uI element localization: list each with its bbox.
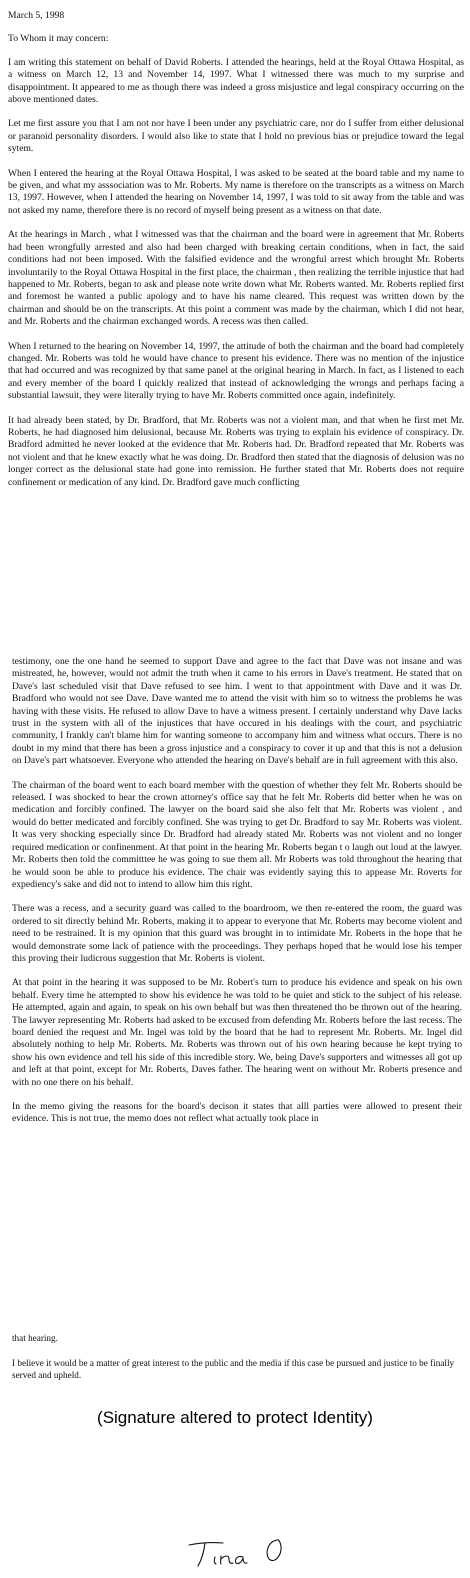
signature-caption: (Signature altered to protect Identity) (97, 1408, 373, 1427)
letter-date: March 5, 1998 (8, 10, 65, 21)
letter-paragraph: I am writing this statement on behalf of David Roberts. I attended the hearings, held at the Royal Ottawa Hospital, as a witness on March 12, 13 and November 14, 1997. What I witnessed there was much to my surprise and disappointment. It appeared to me as though there was indeed a gross misjustice and legal conspiracy occurring on the above mentioned dates. (8, 56, 464, 106)
handwritten-signature (185, 1532, 305, 1572)
letter-paragraph: testimony, one the one hand he seemed to support Dave and agree to the fact that Dave was not insane and was mistreated, he, however, would not admit the truth when it came to his errors in Dave's treatment. He stated that on Dave's last scheduled visit that Dave refused to see him. I went to that appointment with Dave and it was Dr. Bradford who would not see Dave. Dave wanted me to attend the visit with him so to witness the problems he was having with these visits. He refused to allow Dave to have a witness present. I certainly understand why Dave lacks trust in the system with all of the injustices that have occured in his dealings with the court, and psychiatric community, I frankly can't blame him for wanting someone to accompany him and witness what occurs. There is no doubt in my mind that there has been a gross injustice and a conspiracy to cover it up and that this is not a delusion on Dave's part whatsoever. Everyone who attended the hearing on Dave's behalf are in full agreement with this also. (12, 656, 462, 767)
letter-paragraph: There was a recess, and a security guard was called to the boardroom, we then re-entered the room, the guard was ordered to sit directly behind Mr. Roberts, making it to appear to everyone that Mr. Roberts may become violent and need to be restrained. It is my opinion that this guard was brought in to intimidate Mr. Roberts in the hope that he would demonstrate some lack of patience with the proceedings. They perhaps hoped that he would lose his temper this proving their ludicrous suggestion that Mr. Roberts is violent. (12, 903, 462, 964)
letter-paragraph: In the memo giving the reasons for the board's decison it states that alll parties were allowed to present their evidence. This is not true, the memo does not reflect what actually took place in (12, 1101, 462, 1125)
letter-paragraph: At that point in the hearing it was supposed to be Mr. Robert's turn to produce his evidence and speak on his own behalf. Every time he attempted to show his evidence he was told to be quiet and stick to the subject of his release. He attempted, again and again, to speak on his own behalf but was then threatened tho be thrown out of the hearing. The lawyer representing Mr. Roberts had asked to be excused from defending Mr. Roberts before the last recess. The board denied the request and Mr. Ingel was told by the board that he had to represent Mr. Roberts. Mr. Ingel did absolutely nothing to help Mr. Roberts. Mr. Roberts was thrown out of his own hearing because he kept trying to show his own evidence and tell his side of this incredible story. We, being Dave's supporters and witnesses all got up and left at that point, except for Mr. Roberts, Daves father. The hearing went on without Mr. Roberts presence and with no one there on his behalf. (12, 977, 462, 1088)
letter-closing-paragraph: I believe it would be a matter of great interest to the public and the media if this case be pursued and justice to be finally served and upheld. (12, 1358, 455, 1380)
letter-paragraph: When I returned to the hearing on November 14, 1997, the attitude of both the chairman and the board had completely changed. Mr. Roberts was told he would have chance to present his evidence. There was no mention of the injustice that had occurred and was recognized by that same panel at the original hearing in March. In fact, as I listened to each and every member of the board I quickly realized that instead of acknowledging the wrongs and perhaps facing a substantial lawsuit, they were literally trying to have Mr. Roberts committed once again, indefinitely. (8, 340, 464, 402)
letter-paragraph: It had already been stated, by Dr. Bradford, that Mr. Roberts was not a violent man, and that when he first met Mr. Roberts, he had diagnosed him delusional, because Mr. Roberts was trying to explain his evidence of conspiracy. Dr. Bradford admitted he never looked at the evidence that Mr. Roberts had. Dr. Bradford repeated that Mr. Roberts was not violent and that he knew exactly what he was doing. Dr. Bradford then stated that the diagnosis of delusion was no longer correct as the delusional state had gone into remission. He further stated that Mr. Roberts does not require confinement or medication of any kind. Dr. Bradford gave much conflicting (8, 414, 464, 488)
letter-closing-line: that hearing. (12, 1333, 58, 1343)
letter-paragraph: When I entered the hearing at the Royal Ottawa Hospital, I was asked to be seated at the board table and my name to be given, and what my asssociation was to Mr. Roberts. My name is therefore on the transcripts as a witness on March 13, 1997. However, when I attended the hearing on November 14, 1997, I was told to sit away from the table and was not asked my name, therefore there is no record of myself being present as a witness on that date. (8, 167, 464, 216)
letter-page-2 (12, 656, 462, 1296)
letter-paragraph: At the hearings in March , what I witnessed was that the chairman and the board were in agreement that Mr. Roberts had been wrongfully arrested and also had been charged with breaking certain conditions, when in fact, the said conditions had not been imposed. With the falsified evidence and the wrongful arrest which brought Mr. Roberts involuntarily to the Royal Ottawa Hospital in the first place, the chairman , then realizing the terrible injustice that had happened to Mr. Roberts, began to ask and please note write down what Mr. Roberts wanted. Mr. Roberts replied first and foremost he wanted a public apology and to have his name cleared. This request was written down by the chairman and should be on the transcripts. At this point a comment was made by the chairman, which I did not hear, and Mr. Roberts and the chairman exchanged words. A recess was then called. (8, 229, 464, 328)
letter-paragraph: Let me first assure you that I am not nor have I been under any psychiatric care, nor do I suffer from either delusional or paranoid personality disorders. I would also like to state that I hold no previous bias or prejudice toward the legal sytem. (8, 118, 464, 155)
letter-salutation: To Whom it may concern: (8, 33, 109, 45)
letter-page-1 (8, 10, 464, 615)
letter-paragraph: The chairman of the board went to each board member with the question of whether they felt Mr. Roberts should be released. I was shocked to hear the crown attorney's office say that he felt Mr. Roberts did better when he was on medication and forcibly confined. The lawyer on the board said she also felt that Mr. Roberts was violent , and would do better medicated and forcibly confined. She was trying to get Dr. Bradford to say Mr. Roberts was violent. It was very shocking especially since Dr. Bradford had already stated Mr. Roberts was not violent and no longer required medication or confinenment. At that point in the hearing Mr. Roberts began t o laugh out loud at the lawyer. Mr. Roberts then told the committtee he was going to sue them all. Mr Roberts was told throughout the hearing that he would soon be able to produce his evidence. The chair was evidently saying this to appease Mr. Roverts for expediency's sake and did not to intend to allow him this right. (12, 779, 462, 890)
